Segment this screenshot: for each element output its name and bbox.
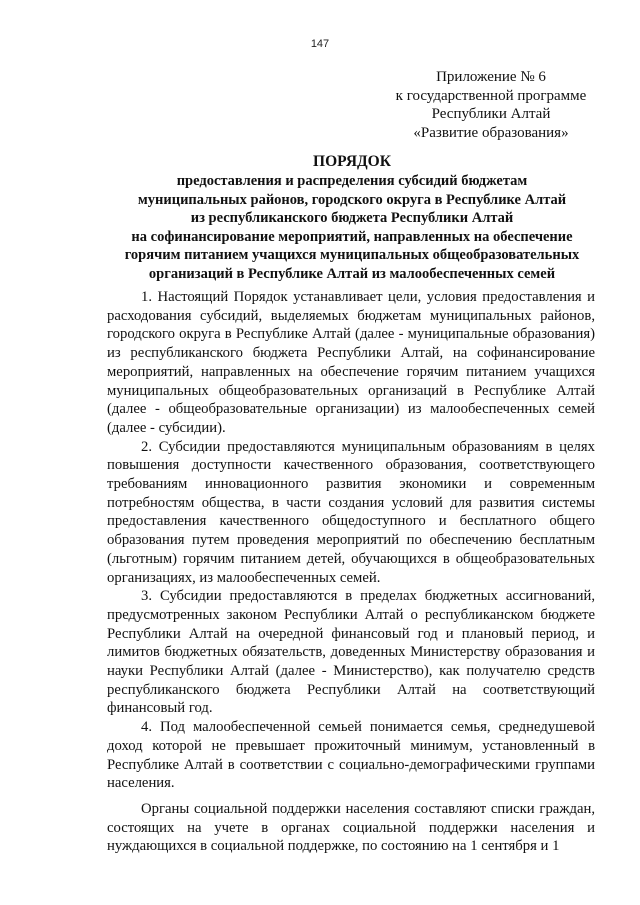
appendix-header <box>360 68 622 142</box>
title-line: на софинансирование мероприятий, направленных на обеспечение <box>131 228 573 245</box>
title-line: из республиканского бюджета Республики Алтай <box>190 210 514 226</box>
title-line: муниципальных районов, городского округа в Республике Алтай <box>137 191 567 208</box>
appendix-line: к государственной программе <box>395 87 587 104</box>
paragraph-1: 1. Настоящий Порядок устанавливает цели, условия предоставления и расходования субсидий, выделяемых бюджетам муниципальных районов, городского округа в Республике Алтай (далее - муниципальные образования) из республиканского бюджета Республики Алтай, на софинансирование мероприятий, направленных на обеспечение горячим питанием учащихся муниципальных общеобразовательных организаций в Республике Алтай (далее - общеобразовательные организации) из малообеспеченных семей (далее - субсидии). <box>107 289 595 436</box>
paragraph-5: Органы социальной поддержки населения составляют списки граждан, состоящих на учете в органах социальной поддержки населения и нуждающихся в социальной поддержке, по состоянию на 1 сентября и 1 <box>107 800 595 855</box>
paragraph-3: 3. Субсидии предоставляются в пределах бюджетных ассигнований, предусмотренных законом Республики Алтай о республиканском бюджете Республики Алтай на очередной финансовый год и плановый период, и лимитов бюджетных обязательств, доведенных Министерству образования и науки Республики Алтай (далее - Министерство), как получателю средств республиканского бюджета Республики Алтай на соответствующий финансовый год. <box>107 588 595 717</box>
appendix-line: «Развитие образования» <box>413 124 569 141</box>
paragraph-2: 2. Субсидии предоставляются муниципальным образованиям в целях повышения доступности качественного образования, соответствующего требованиям инновационного развития экономики и современным потребностям общества, в части создания условий для развития системы предоставления качественного общедоступного и бесплатного общего образования путем проведения мероприятий по обеспечению бесплатным (льготным) горячим питанием детей, обучающихся в общеобразовательных организациях, из малообеспеченных семей. <box>107 438 595 586</box>
paragraph-4: 4. Под малообеспеченной семьей понимается семья, среднедушевой доход которой не превышает прожиточный минимум, установленный в Республике Алтай в соответствии с социально-демографическими группами населения. <box>107 719 595 792</box>
appendix-line: Приложение № 6 <box>436 69 546 85</box>
title-line: предоставления и распределения субсидий бюджетам <box>176 173 528 189</box>
page-number: 147 <box>310 38 330 50</box>
appendix-line: Республики Алтай <box>431 106 551 122</box>
title-line: горячим питанием учащихся муниципальных общеобразовательных <box>124 247 580 263</box>
document-body <box>107 288 595 856</box>
document-title <box>102 152 602 283</box>
title-line: организаций в Республике Алтай из малообеспеченных семей <box>148 265 556 282</box>
title-main: ПОРЯДОК <box>313 153 391 170</box>
